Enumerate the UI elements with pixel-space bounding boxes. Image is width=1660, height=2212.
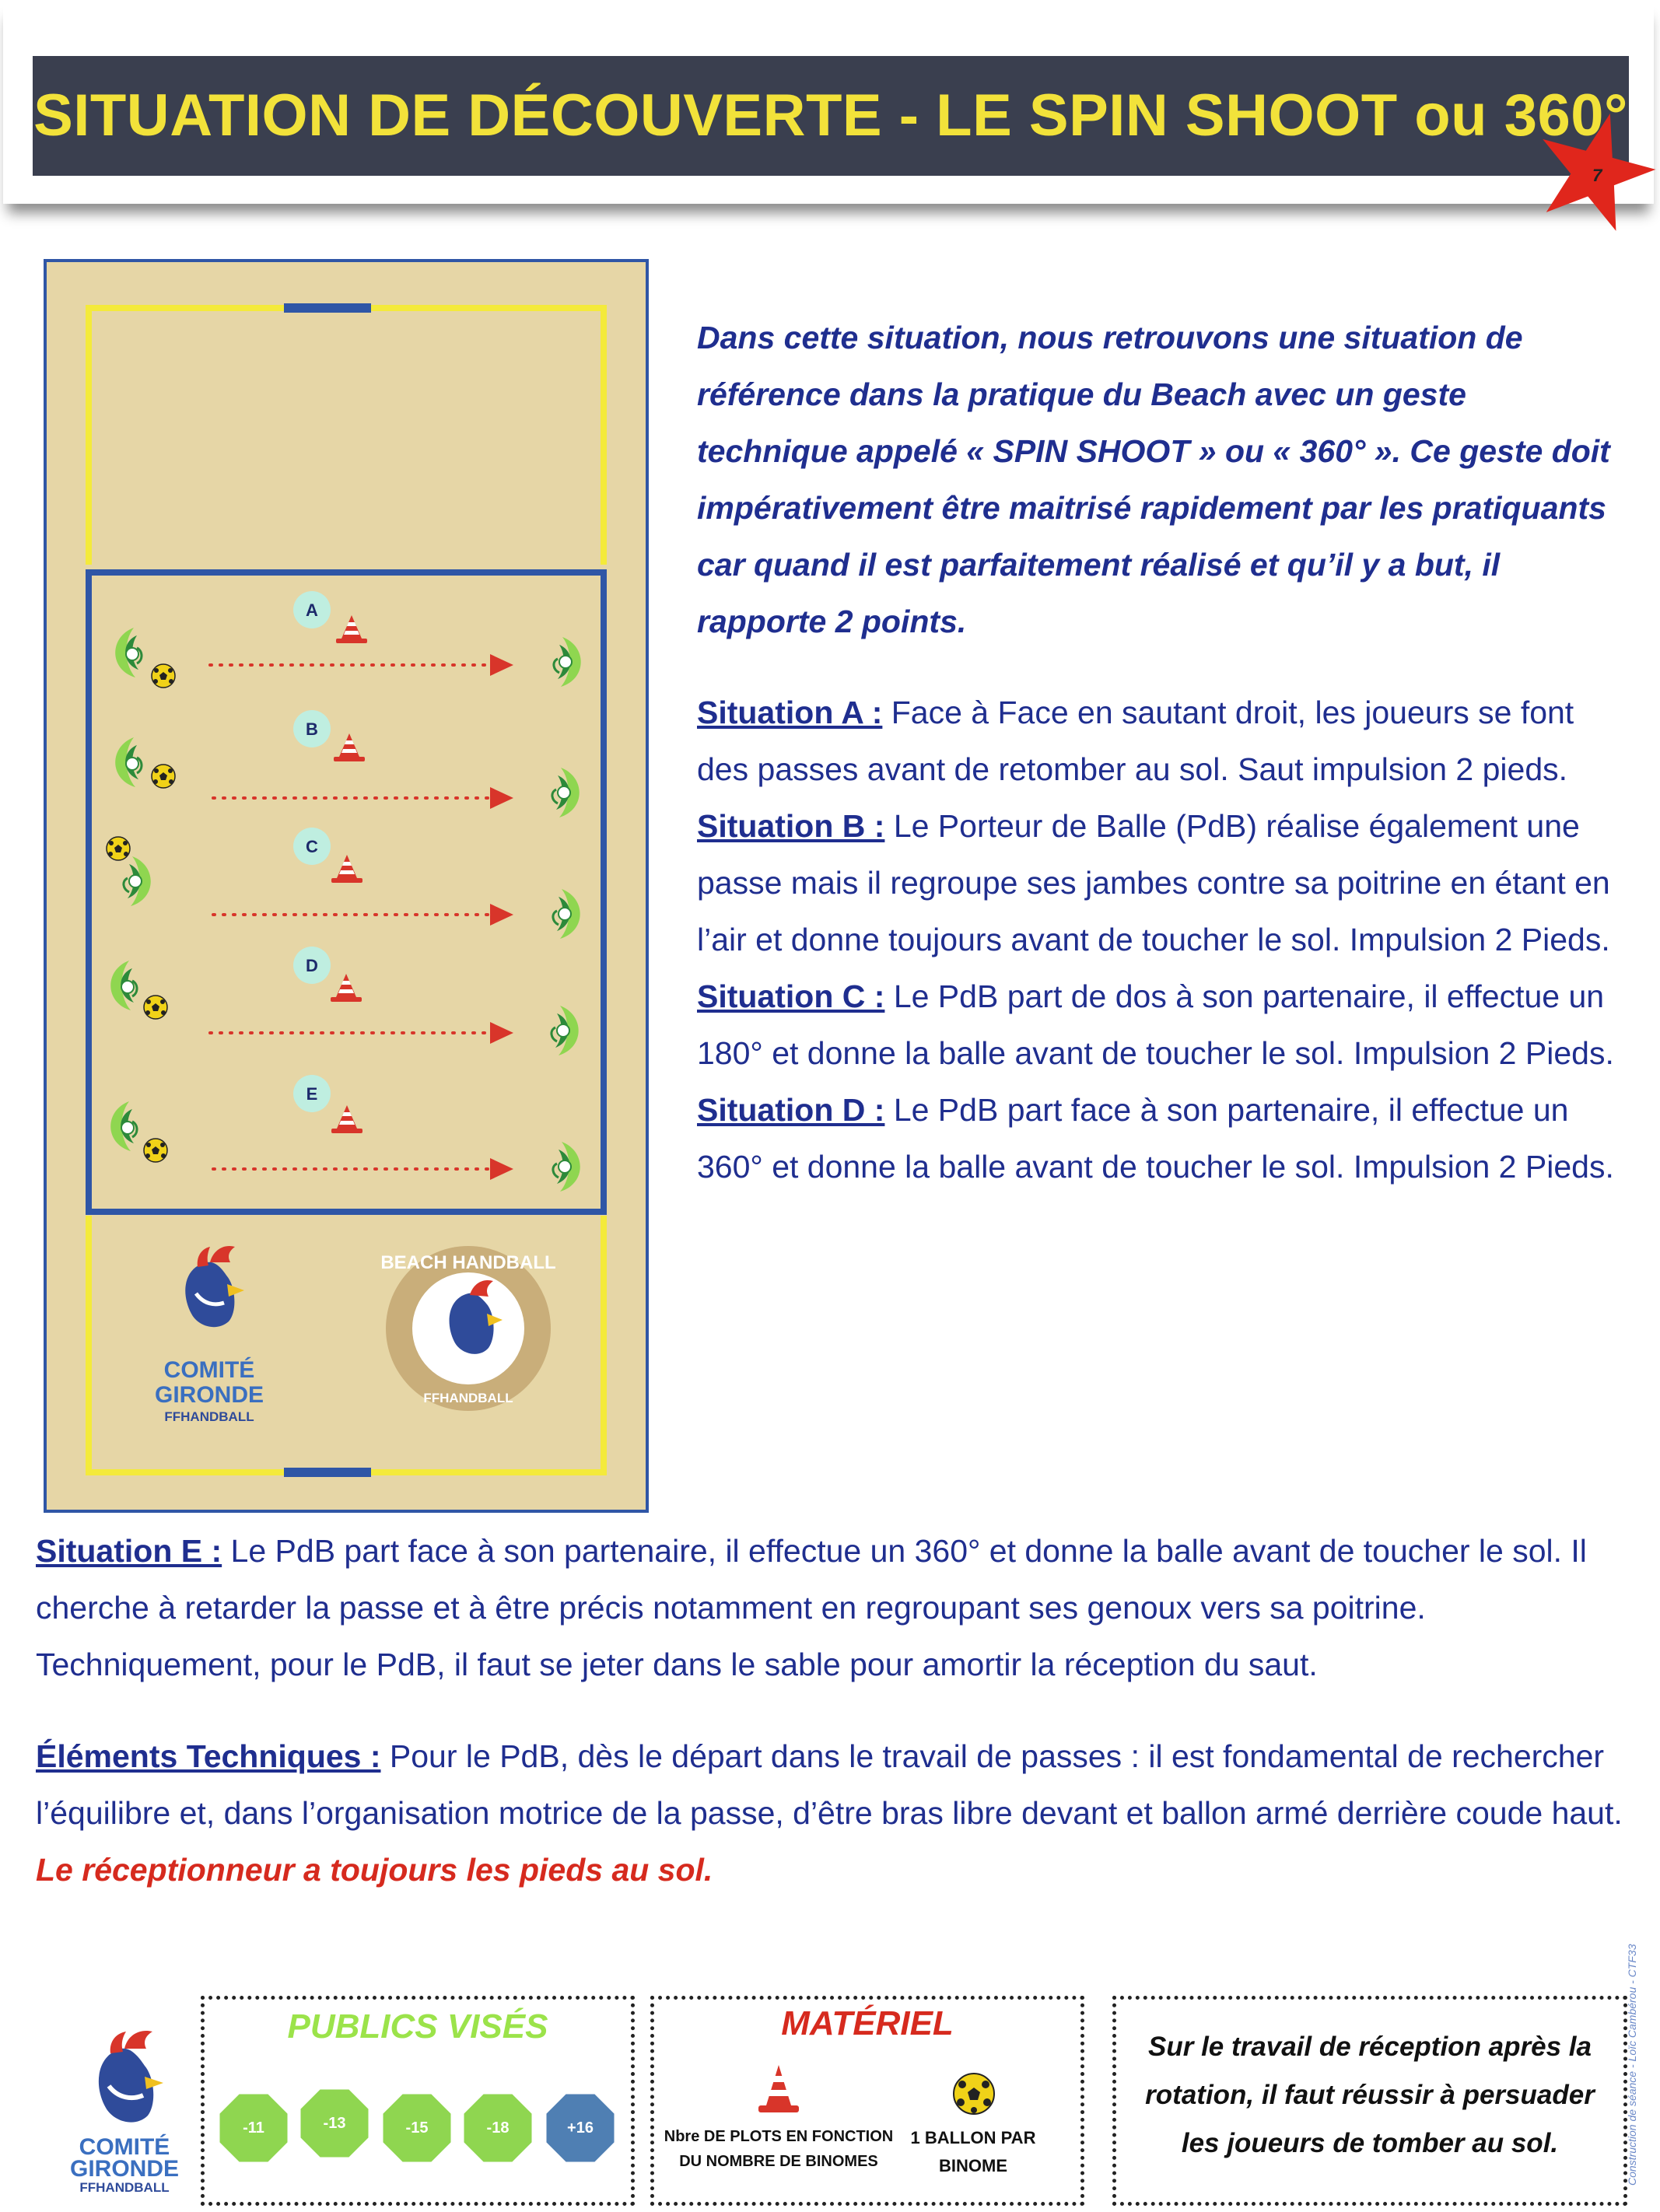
logo-text: COMITÉ [163,1357,255,1383]
ball-icon [144,1139,167,1162]
situation-label: Situation A : [697,695,883,730]
ball-icon [152,765,175,788]
ball-icon [951,2071,996,2116]
station-label: B [306,719,318,739]
situation-a [697,684,1630,798]
station-label: C [306,837,318,856]
materiel-text: BINOME [939,2156,1007,2175]
logo-text: COMITÉ [79,2134,170,2160]
situation-text: Le PdB part face à son partenaire, il effectue un 360° et donne la balle avant de toucher le sol. Il cherche à retarder la passe et à être précis notamment en regroupant ses genoux vers sa poitrine. Techniquement, pour le PdB, il faut se jeter dans le sable pour amortir la réception du saut. [36,1533,1587,1682]
badge-text-top: BEACH HANDBALL [380,1252,556,1273]
category-badge [217,2091,290,2165]
court-diagram [44,259,649,1513]
publics-box [201,1996,635,2206]
category-label: -15 [405,2119,429,2137]
situation-text: Face à Face en sautant droit, les joueurs se font des passes avant de retomber au sol. Saut impulsion 2 pieds. [697,695,1574,787]
materiel-text: 1 BALLON PAR [910,2128,1036,2147]
situation-text: Le PdB part face à son partenaire, il effectue un 360° et donne la balle avant de toucher le sol. Impulsion 2 Pieds. [697,1092,1614,1185]
situation-c [697,968,1630,1082]
red-note: Le réceptionneur a toujours les pieds au sol. [36,1852,713,1888]
station-label: A [306,600,318,620]
station-d [293,947,331,984]
footer-comite-logo [70,2014,179,2193]
situation-label: Situation B : [697,808,885,844]
publics-title: PUBLICS VISÉS [287,2007,548,2046]
elements-text: Pour le PdB, dès le départ dans le travail de passes : il est fondamental de rechercher l’équilibre et, dans l’organisation motrice de la passe, d’être bras libre devant et ballon armé derrière coude haut. [36,1738,1623,1831]
star-label: 7 [1592,165,1602,185]
bottom-text [36,1523,1630,1899]
category-label: -13 [323,2115,346,2132]
materiel-text: Nbre DE PLOTS EN FONCTION [664,2128,894,2145]
materiel-plots [662,2124,895,2174]
category-badge [461,2091,534,2165]
ball-icon [152,664,175,688]
ball-icon [107,837,130,860]
ball-icon [144,996,167,1019]
category-badge [544,2091,617,2165]
side-credit: Construction de séance - Loïc Cambérou - CTF33 [1626,1944,1638,2186]
note-box [1112,1996,1627,2206]
logo-text: FFHANDBALL [79,2180,170,2193]
logo-text: GIRONDE [154,1382,264,1408]
station-b [293,710,331,747]
star-icon [1532,109,1657,233]
station-a [293,591,331,628]
materiel-ballon [888,2124,1059,2180]
cone-icon [755,2063,802,2118]
elements-techniques [36,1728,1630,1842]
note-text: Sur le travail de réception après la rotation, il faut réussir à persuader les joueurs de tomber au sol. [1145,2032,1595,2158]
materiel-title: MATÉRIEL [781,2004,954,2042]
materiel-text: DU NOMBRE DE BINOMES [679,2153,878,2170]
logo-text: GIRONDE [70,2156,179,2182]
situation-d [697,1082,1630,1195]
situation-e [36,1523,1630,1693]
station-e [293,1075,331,1112]
situation-text: Le PdB part de dos à son partenaire, il effectue un 180° et donne la balle avant de toucher le sol. Impulsion 2 Pieds. [697,978,1614,1071]
category-badge [380,2091,454,2165]
category-label: -18 [486,2119,510,2137]
station-c [293,828,331,865]
elements-label: Éléments Techniques : [36,1738,381,1774]
station-label: D [306,956,318,975]
category-label: -11 [243,2119,264,2137]
title-banner [33,56,1629,176]
situation-label: Situation C : [697,978,885,1014]
situations-list [697,684,1630,1195]
category-badge [298,2087,371,2160]
station-label: E [306,1084,318,1104]
intro-paragraph: Dans cette situation, nous retrouvons une situation de référence dans la pratique du Beach avec un geste technique appelé « SPIN SHOOT » ou « 360° ». Ce geste doit impérativement être maitrisé rapidement par les pratiquants car quand il est parfaitement réalisé et qu’il y a but, il rapporte 2 points. [697,320,1610,639]
situation-b [697,798,1630,968]
logo-text: FFHANDBALL [164,1409,254,1424]
materiel-box [650,1996,1084,2206]
page-title: SITUATION DE DÉCOUVERTE - LE SPIN SHOOT ou 360° [33,82,1628,149]
situation-text: Le Porteur de Balle (PdB) réalise également une passe mais il regroupe ses jambes contre sa poitrine en étant en l’air et donne toujours avant de toucher le sol. Impulsion 2 Pieds. [697,808,1610,957]
situation-label: Situation E : [36,1533,222,1569]
situation-label: Situation D : [697,1092,885,1128]
badge-text-bottom: FFHANDBALL [423,1391,513,1405]
category-label: +16 [567,2119,594,2137]
